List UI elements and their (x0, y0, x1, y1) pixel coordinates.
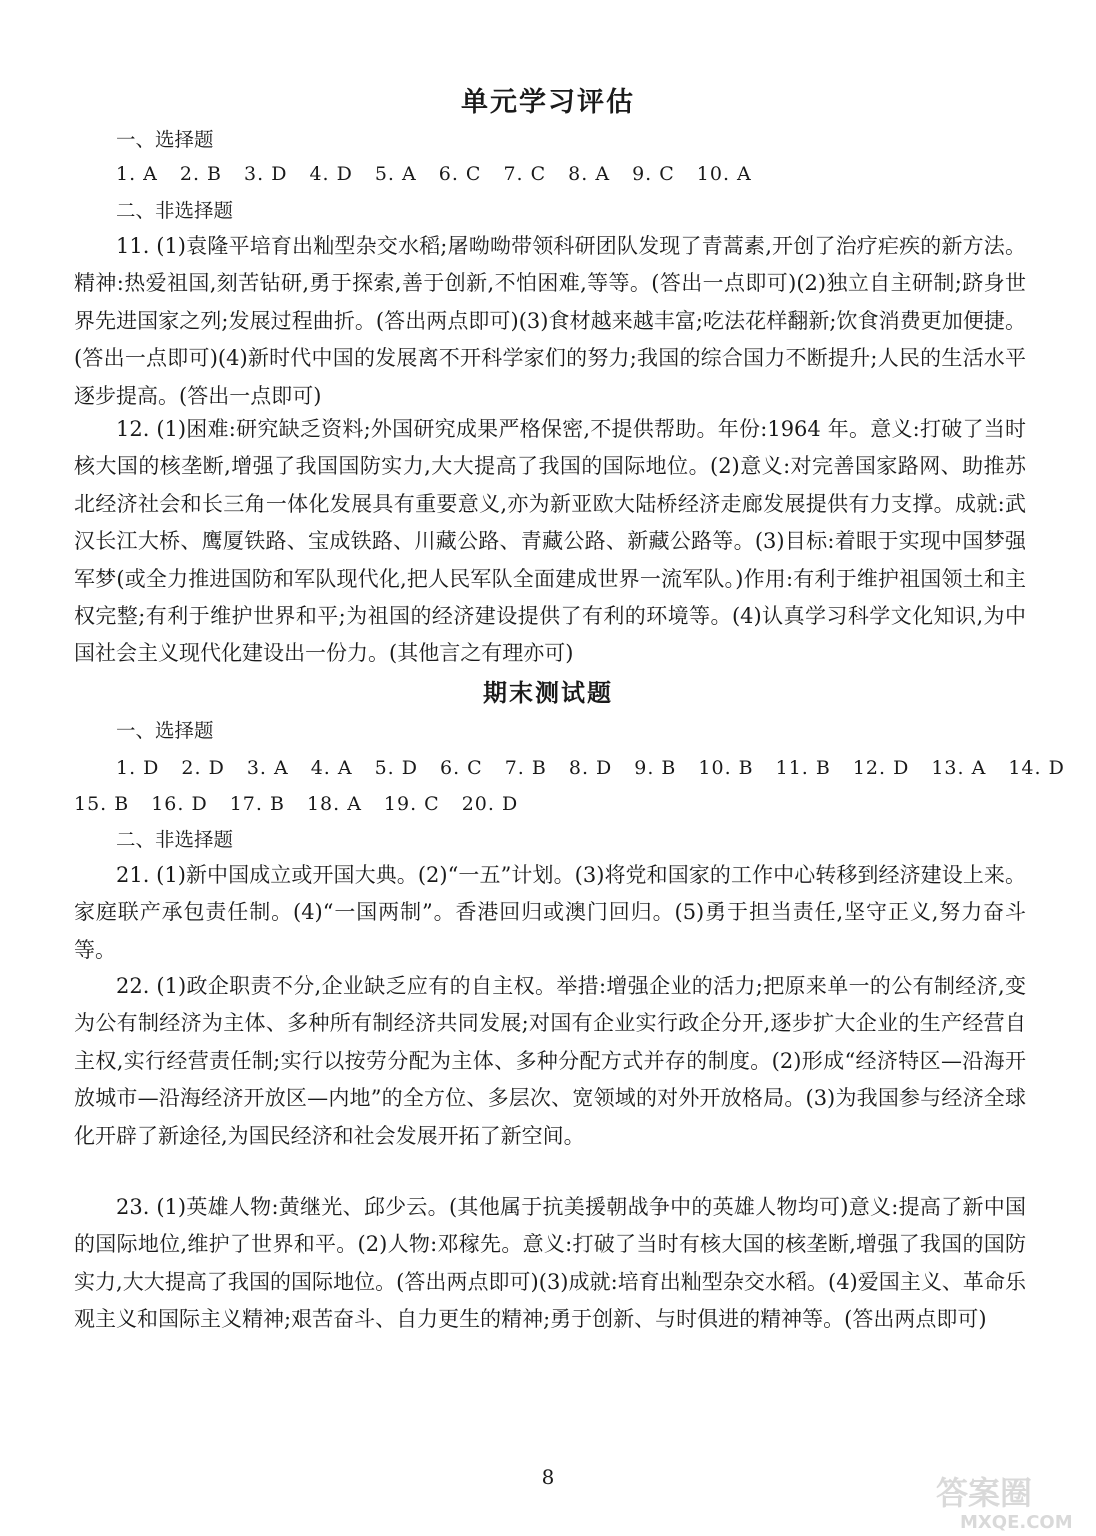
mc-answer-item: 7. B (504, 757, 547, 779)
mc-answer-item: 9. B (634, 757, 677, 779)
nonmc-heading: 二、非选择题 (116, 828, 234, 851)
mc-answer-item: 19. C (383, 793, 440, 815)
answer-11: 11. (1)袁隆平培育出籼型杂交水稻;屠呦呦带领科研团队发现了青蒿素,开创了治疗疟疾的新方法。精神:热爱祖国,刻苦钻研,勇于探索,善于创新,不怕困难,等等。(答出一点即可)(2)独立自主研制;跻身世界先进国家之列;发展过程曲折。(答出两点即可)(3)食材越来越丰富;吃法花样翻新;饮食消费更加便捷。(答出一点即可)(4)新时代中国的发展离不开科学家们的努力;我国的综合国力不断提升;人民的生活水平逐步提高。(答出一点即可) (74, 234, 1026, 408)
mc-answer-item: 12. D (852, 757, 910, 779)
mc-answer-item: 3. A (246, 757, 289, 779)
mc-answer-item: 6. C (438, 163, 482, 185)
mc-answer-item: 18. A (306, 793, 362, 815)
mc-answer-item: 7. C (503, 163, 547, 185)
mc-heading: 一、选择题 (116, 719, 214, 742)
mc-answer-item: 5. A (374, 163, 417, 185)
mc-answer-item: 5. D (374, 757, 418, 779)
svg-text:MXQE.COM: MXQE.COM (960, 1512, 1073, 1532)
mc-answer-item: 8. D (568, 757, 613, 779)
mc-answer-item: 10. B (698, 757, 754, 779)
mc-answer-item: 13. A (931, 757, 987, 779)
mc-answer-list (116, 755, 1087, 781)
mc-heading: 一、选择题 (116, 128, 214, 151)
mc-answer-item: 20. D (461, 793, 519, 815)
svg-text:答案圈: 答案圈 (936, 1474, 1033, 1512)
answer-23: 23. (1)英雄人物:黄继光、邱少云。(其他属于抗美援朝战争中的英雄人物均可)意义:提高了新中国的国际地位,维护了世界和平。(2)人物:邓稼先。意义:打破了当时有核大国的核垄断,增强了我国的国防实力,大大提高了我国的国际地位。(答出两点即可)(3)成就:培育出籼型杂交水稻。(4)爱国主义、革命乐观主义和国际主义精神;艰苦奋斗、自力更生的精神;勇于创新、与时俱进的精神等。(答出两点即可) (74, 1195, 1026, 1332)
mc-answer-item: 1. A (116, 163, 158, 185)
mc-answer-item: 2. D (181, 757, 225, 779)
section-title-unit-assessment: 单元学习评估 (461, 87, 635, 118)
mc-answer-item: 2. B (179, 163, 223, 185)
page-number: 8 (541, 1465, 555, 1489)
watermark-logo (930, 1470, 1090, 1532)
answer-21: 21. (1)新中国成立或开国大典。(2)“一五”计划。(3)将党和国家的工作中心转移到经济建设上来。家庭联产承包责任制。(4)“一国两制”。香港回归或澳门回归。(5)勇于担当责任,坚守正义,努力奋斗等。 (74, 863, 1026, 962)
mc-answer-item: 1. D (116, 757, 160, 779)
mc-answer-item: 17. B (229, 793, 285, 815)
mc-answer-list (74, 791, 540, 817)
mc-answer-item: 9. C (632, 163, 675, 185)
mc-answer-item: 16. D (151, 793, 208, 815)
mc-answer-item: 15. B (74, 793, 130, 815)
mc-answer-item: 4. D (309, 163, 353, 185)
nonmc-heading: 二、非选择题 (116, 199, 234, 222)
mc-answer-item: 8. A (568, 163, 611, 185)
mc-answer-item: 4. A (310, 757, 353, 779)
mc-answer-item: 11. B (775, 757, 831, 779)
mc-answer-item: 10. A (696, 163, 752, 185)
answer-22: 22. (1)政企职责不分,企业缺乏应有的自主权。举措:增强企业的活力;把原来单一的公有制经济,变为公有制经济为主体、多种所有制经济共同发展;对国有企业实行政企分开,逐步扩大企业的生产经营自主权,实行经营责任制;实行以按劳分配为主体、多种分配方式并存的制度。(2)形成“经济特区—沿海开放城市—沿海经济开放区—内地”的全方位、多层次、宽领域的对外开放格局。(3)为我国参与经济全球化开辟了新途径,为国民经济和社会发展开拓了新空间。 (74, 974, 1026, 1148)
mc-answer-item: 3. D (244, 163, 288, 185)
answer-12: 12. (1)困难:研究缺乏资料;外国研究成果严格保密,不提供帮助。年份:1964 年。意义:打破了当时核大国的核垄断,增强了我国国防实力,大大提高了我国的国际地位。(2)意义:对完善国家路网、助推苏北经济社会和长三角一体化发展具有重要意义,亦为新亚欧大陆桥经济走廊发展提供有力支撑。成就:武汉长江大桥、鹰厦铁路、宝成铁路、川藏公路、青藏公路、新藏公路等。(3)目标:着眼于实现中国梦强军梦(或全力推进国防和军队现代化,把人民军队全面建成世界一流军队。)作用:有利于维护祖国领土和主权完整;有利于维护世界和平;为祖国的经济建设提供了有利的环境等。(4)认真学习科学文化知识,为中国社会主义现代化建设出一份力。(其他言之有理亦可) (74, 417, 1026, 666)
mc-answer-item: 14. D (1008, 757, 1065, 779)
mc-answer-item: 6. C (440, 757, 483, 779)
mc-answer-list (116, 161, 774, 187)
section-title-final-exam: 期末测试题 (483, 679, 613, 707)
